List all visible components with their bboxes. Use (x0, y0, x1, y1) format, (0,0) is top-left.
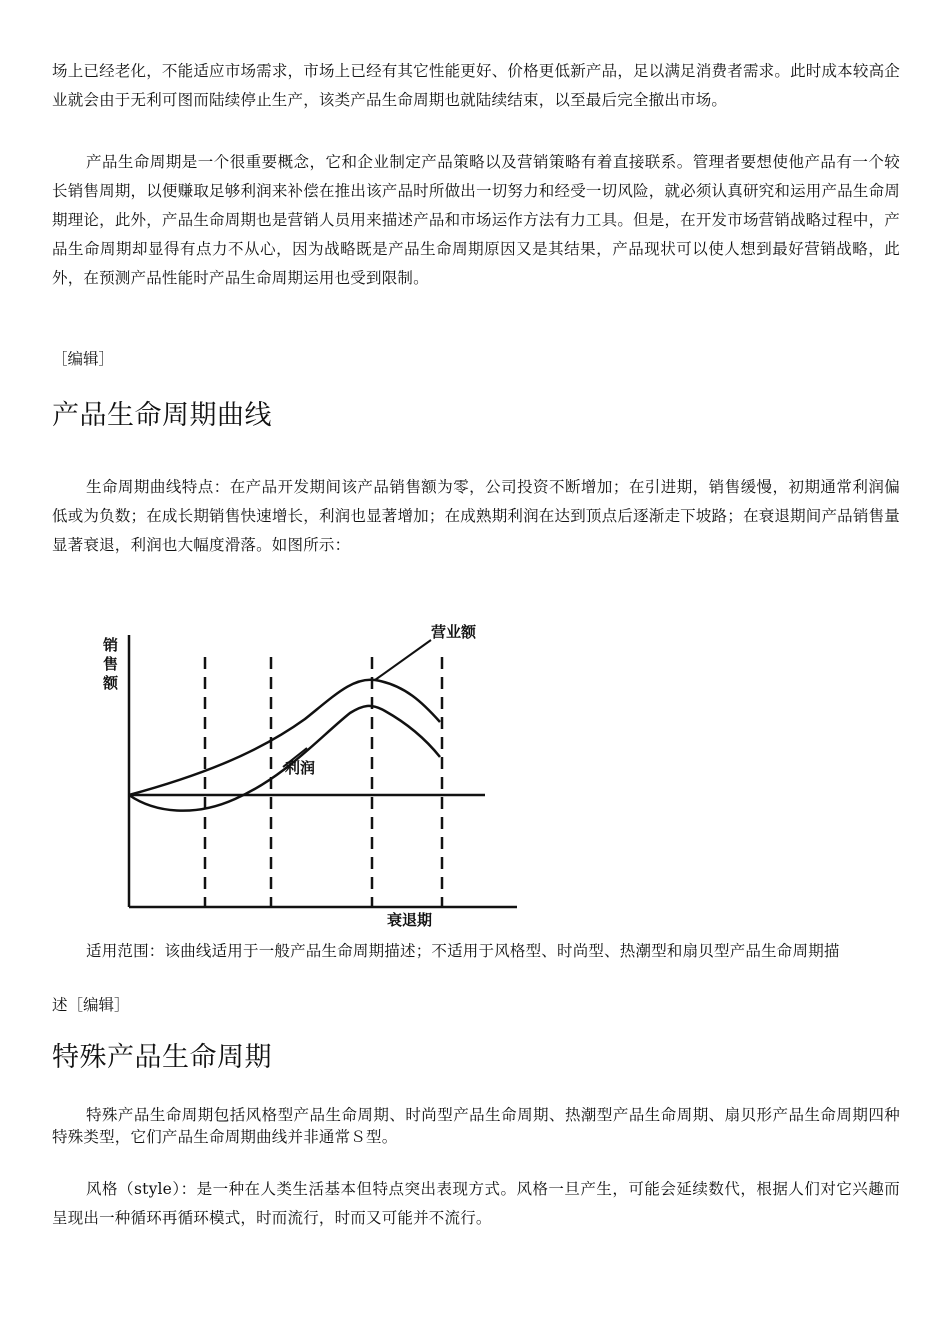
paragraph-style: 风格（style）：是一种在人类生活基本但特点突出表现方式。风格一旦产生，可能会延续数代，根据人们对它兴趣而呈现出一种循环再循环模式，时而流行，时而又可能并不流行。 (52, 1180, 900, 1227)
decline-stage-label: 衰退期 (387, 911, 433, 929)
paragraph-special-types: 特殊产品生命周期包括风格型产品生命周期、时尚型产品生命周期、热潮型产品生命周期、扇贝形产品生命周期四种特殊类型，它们产品生命周期曲线并非通常Ｓ型。 (52, 1106, 900, 1146)
paragraph-market-aging: 场上已经老化，不能适应市场需求，市场上已经有其它性能更好、价格更低新产品，足以满足消费者需求。此时成本较高企业就会由于无利可图而陆续停止生产，该类产品生命周期也就陆续结束，以至最后完全撤出市场。 (52, 62, 900, 109)
paragraph-curve-features: 生命周期曲线特点：在产品开发期间该产品销售额为零，公司投资不断增加；在引进期，销售缓慢，初期通常利润偏低或为负数；在成长期销售快速增长，利润也显著增加；在成熟期利润在达到顶点后逐渐走下坡路；在衰退期间产品销售量显著衰退，利润也大幅度滑落。如图所示： (52, 478, 900, 554)
section-heading-special-plc: 特殊产品生命周期 (52, 1042, 272, 1073)
profit-label: 利润 (285, 759, 316, 777)
y-axis-label-char: 售 (103, 655, 119, 673)
sales-curve (129, 680, 440, 795)
paragraph-plc-importance: 产品生命周期是一个很重要概念，它和企业制定产品策略以及营销策略有着直接联系。管理者要想使他产品有一个较长销售周期，以便赚取足够利润来补偿在推出该产品时所做出一切努力和经受一切风险，就必须认真研究和运用产品生命周期理论，此外，产品生命周期也是营销人员用来描述产品和市场运作方法有力工具。但是，在开发市场营销战略过程中，产品生命周期却显得有点力不从心，因为战略既是产品生命周期原因又是其结果，产品现状可以使人想到最好营销战略，此外，在预测产品性能时产品生命周期运用也受到限制。 (52, 153, 900, 287)
edit-link[interactable]: ［编辑］ (52, 350, 115, 368)
section-heading-plc-curve: 产品生命周期曲线 (52, 400, 272, 431)
paragraph-scope: 适用范围：该曲线适用于一般产品生命周期描述；不适用于风格型、时尚型、热潮型和扇贝型产品生命周期描 (86, 942, 840, 960)
y-axis-label-char: 额 (103, 674, 119, 692)
y-axis-label-char: 销 (103, 636, 119, 654)
sales-leader-line (375, 640, 431, 680)
edit-link[interactable]: 述［编辑］ (52, 996, 130, 1014)
plc-curve-figure (95, 605, 535, 933)
sales-label: 营业额 (431, 623, 477, 641)
